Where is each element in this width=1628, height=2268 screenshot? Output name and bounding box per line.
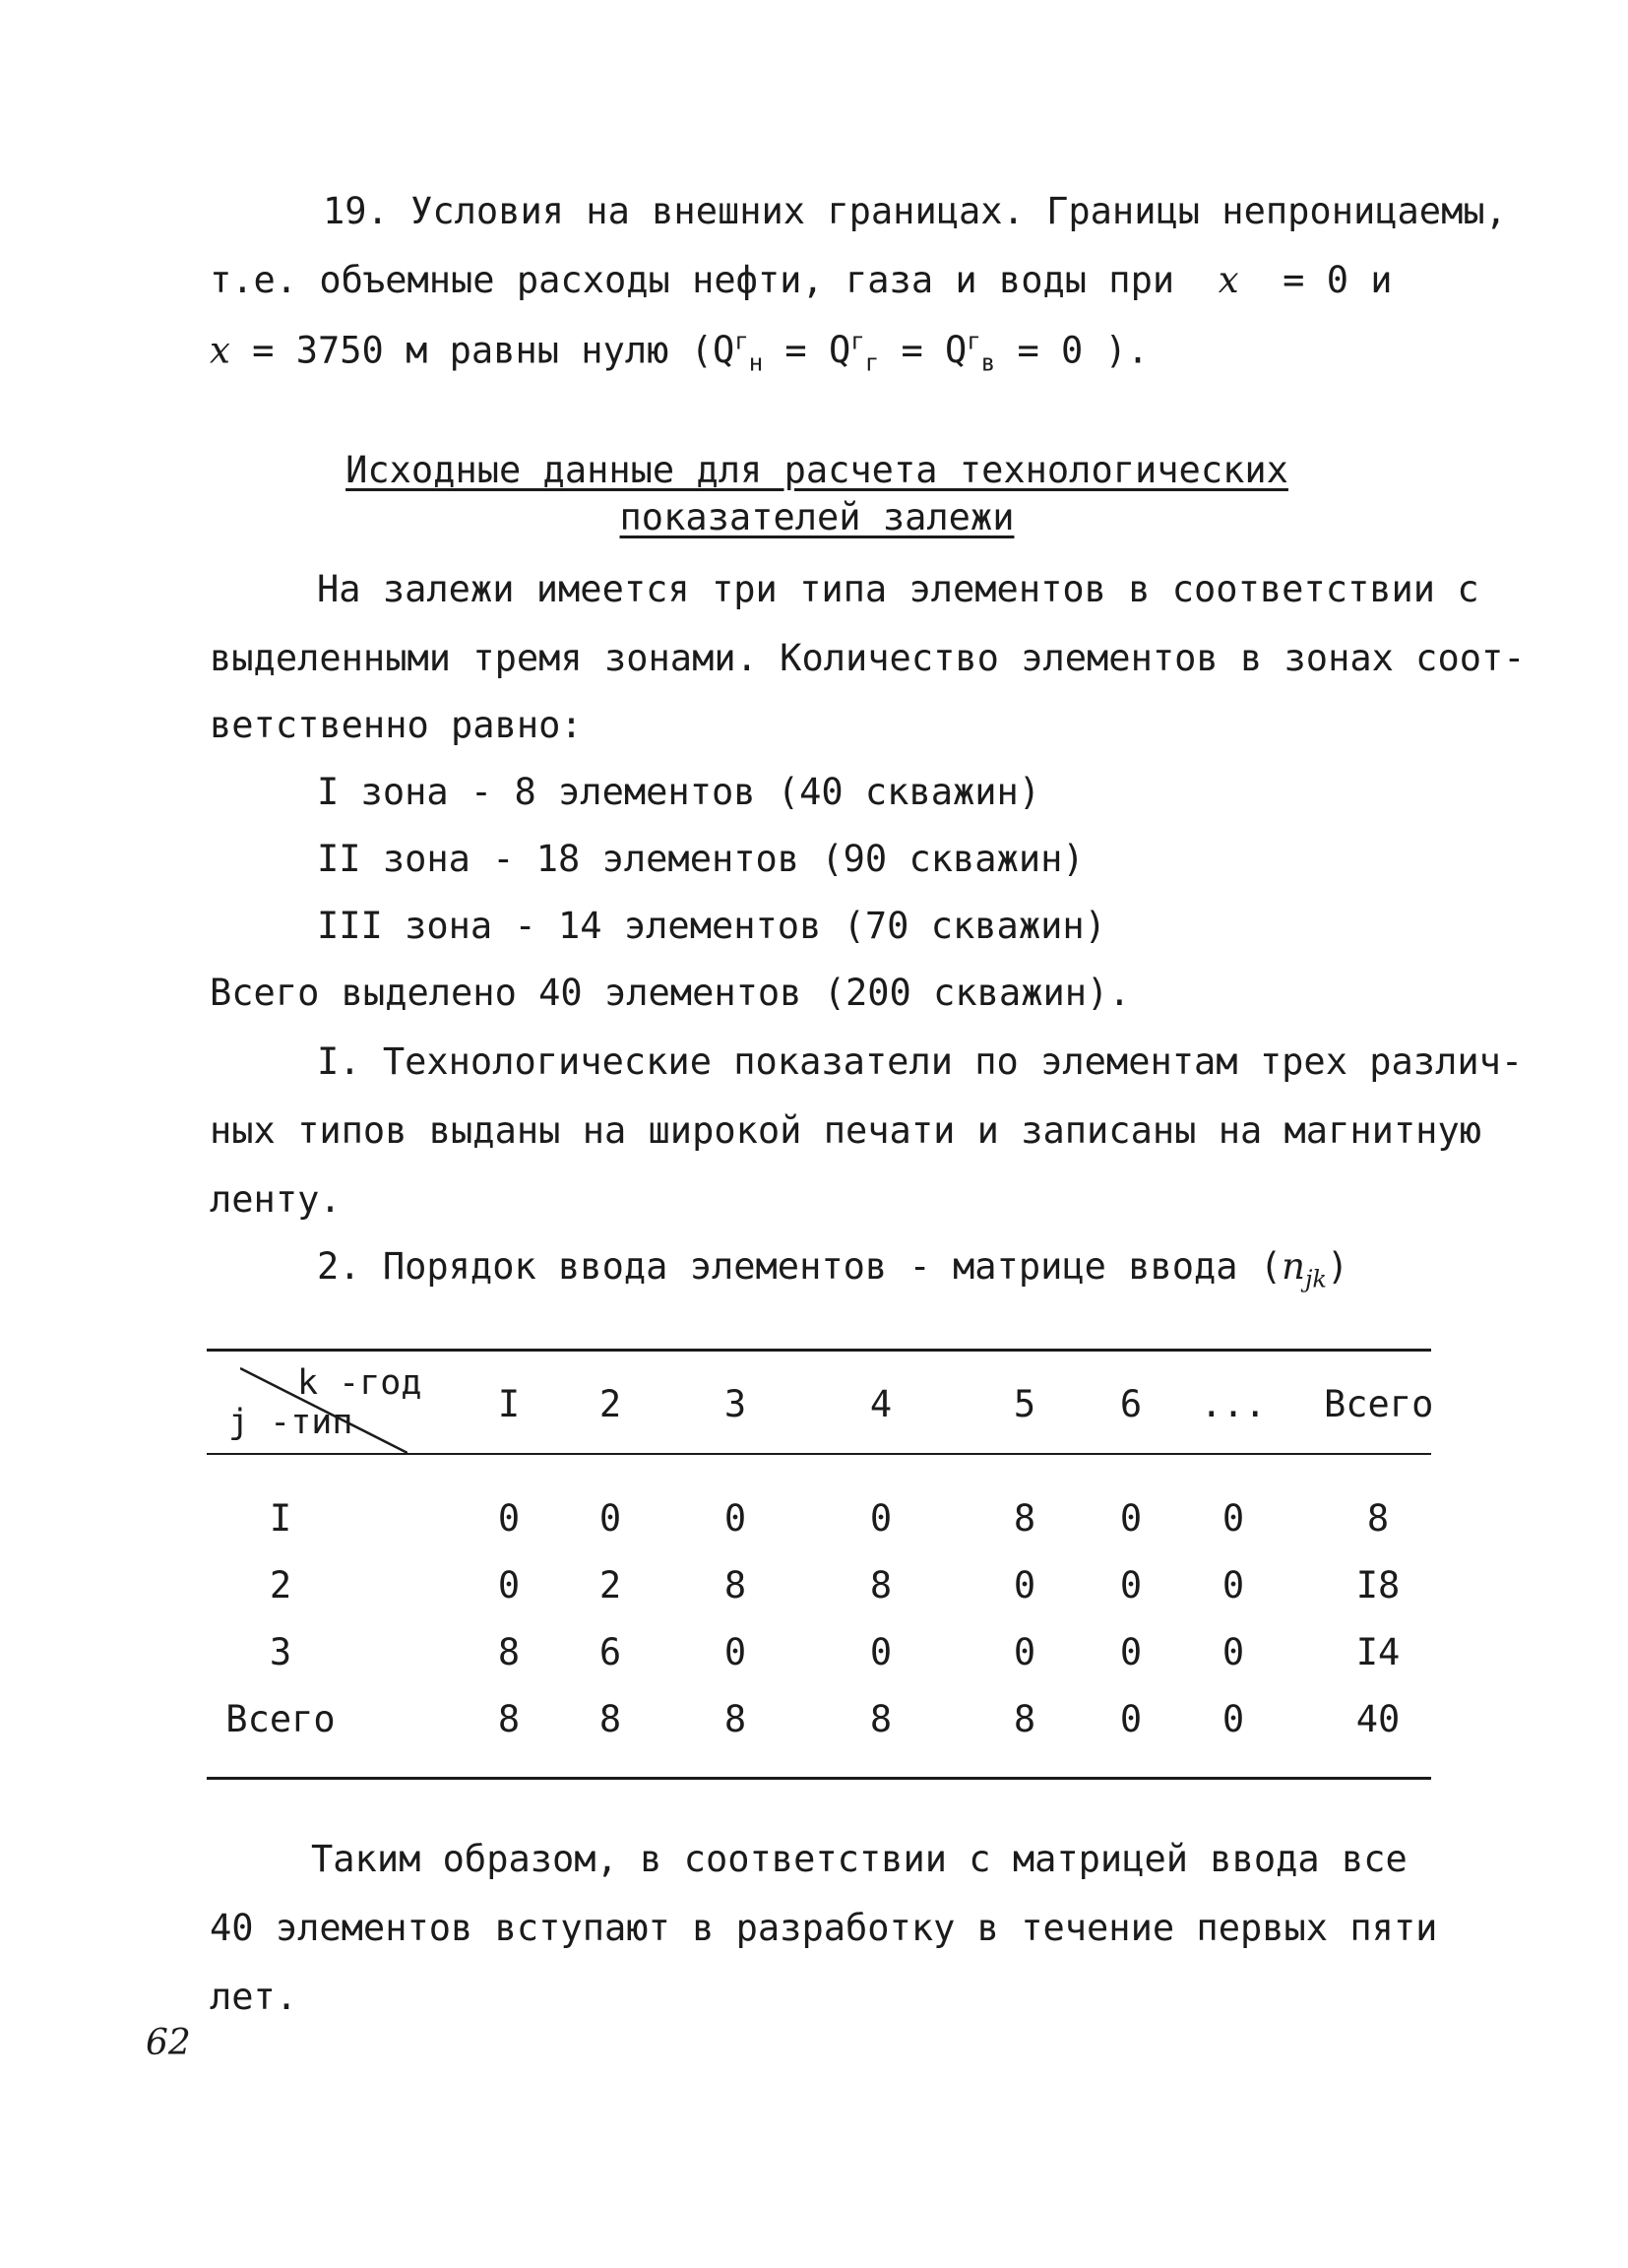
row-label: 2 — [269, 1564, 292, 1606]
section-heading-line-1: Исходные данные для расчета технологических — [345, 449, 1288, 491]
table-cell: 8 — [1013, 1698, 1036, 1740]
flow-gas: $Q^г_г$ — [828, 328, 880, 377]
total-elements-line: Всего выделено 40 элементов (200 скважин). — [210, 972, 1131, 1014]
condition-line-3-tail: = 0 ). — [1017, 329, 1150, 372]
table-cell: 8 — [869, 1698, 893, 1740]
table-cell: 2 — [598, 1564, 622, 1606]
zone-line-3: III зона - 14 элементов (70 скважин) — [317, 905, 1106, 947]
column-header: 6 — [1119, 1383, 1143, 1425]
coordinate-symbol-2: x — [210, 329, 230, 372]
matrix-subscript: jk — [1304, 1265, 1327, 1293]
table-cell-total: I8 — [1355, 1564, 1401, 1606]
item-2-close: ) — [1326, 1245, 1349, 1288]
flow-oil: $Q^г_н$ — [712, 328, 764, 377]
zone-line-1: I зона - 8 элементов (40 скважин) — [317, 771, 1041, 813]
corner-label-type: j -тип — [228, 1403, 353, 1442]
row-label: I — [269, 1497, 292, 1540]
table-cell: 0 — [598, 1497, 622, 1540]
table-cell: 8 — [497, 1631, 521, 1673]
intro-line-1: На залежи имеется три типа элементов в соответствии с — [317, 568, 1479, 610]
condition-line-2-tail: = 0 и — [1283, 259, 1393, 301]
conclusion-line-2: 40 элементов вступают в разработку в течение первых пяти — [210, 1907, 1438, 1949]
table-cell: 0 — [1221, 1497, 1245, 1540]
section-heading-line-2: показателей залежи — [619, 496, 1015, 538]
equals-sign-2: = — [901, 329, 923, 372]
table-cell: 0 — [1013, 1631, 1036, 1673]
column-header: ... — [1200, 1383, 1267, 1425]
table-cell: 0 — [1013, 1564, 1036, 1606]
corner-label-year: k -год — [297, 1363, 422, 1403]
coordinate-symbol: x — [1218, 259, 1239, 301]
table-header-rule — [207, 1453, 1431, 1455]
condition-line-2 — [210, 259, 1393, 301]
condition-line-3 — [210, 330, 1149, 375]
row-label: 3 — [269, 1631, 292, 1673]
condition-line-3-value: = 3750 м равны нулю ( — [252, 329, 713, 372]
table-cell: 0 — [497, 1497, 521, 1540]
item-1-line-1: I. Технологические показатели по элементам трех различ- — [317, 1040, 1524, 1083]
table-cell: 0 — [869, 1497, 893, 1540]
table-cell: 0 — [869, 1631, 893, 1673]
conclusion-line-3: лет. — [210, 1976, 298, 2018]
column-header: 3 — [723, 1383, 747, 1425]
table-cell: 8 — [1013, 1497, 1036, 1540]
zone-line-2: II зона - 18 элементов (90 скважин) — [317, 838, 1085, 880]
table-cell: 8 — [497, 1698, 521, 1740]
equals-sign-1: = — [784, 329, 807, 372]
table-cell: 8 — [723, 1564, 747, 1606]
column-header: 5 — [1013, 1383, 1036, 1425]
conclusion-line-1: Таким образом, в соответствии с матрицей ввода все — [311, 1838, 1408, 1880]
table-cell: 8 — [723, 1698, 747, 1740]
table-cell: 0 — [1119, 1564, 1143, 1606]
table-cell: 8 — [869, 1564, 893, 1606]
intro-line-2: выделенными тремя зонами. Количество элементов в зонах соот- — [210, 637, 1526, 679]
page-number: 62 — [146, 2023, 191, 2063]
row-label-total: Всего — [225, 1698, 336, 1740]
column-header: Всего — [1324, 1383, 1434, 1425]
item-2-line — [317, 1245, 1349, 1293]
table-cell: 0 — [1119, 1497, 1143, 1540]
table-cell: 0 — [1119, 1631, 1143, 1673]
table-cell: 0 — [1119, 1698, 1143, 1740]
condition-line-1: 19. Условия на внешних границах. Границы непроницаемы, — [323, 190, 1507, 232]
matrix-symbol: n — [1282, 1245, 1305, 1288]
table-cell-total: 8 — [1366, 1497, 1390, 1540]
item-2-text: 2. Порядок ввода элементов - матрице ввода ( — [317, 1245, 1283, 1288]
column-header: 4 — [869, 1383, 893, 1425]
table-cell-total: I4 — [1355, 1631, 1401, 1673]
table-cell: 0 — [1221, 1631, 1245, 1673]
column-header: I — [497, 1383, 521, 1425]
table-cell-total: 40 — [1355, 1698, 1401, 1740]
table-cell: 0 — [723, 1631, 747, 1673]
table-cell: 0 — [723, 1497, 747, 1540]
table-cell: 0 — [1221, 1564, 1245, 1606]
intro-line-3: ветственно равно: — [210, 704, 583, 746]
table-cell: 6 — [598, 1631, 622, 1673]
flow-water: $Q^г_в$ — [945, 328, 996, 377]
table-top-rule — [207, 1349, 1431, 1352]
item-1-line-3: ленту. — [210, 1178, 342, 1221]
column-header: 2 — [598, 1383, 622, 1425]
table-bottom-rule — [207, 1777, 1431, 1780]
table-cell: 8 — [598, 1698, 622, 1740]
condition-line-2-text: т.е. объемные расходы нефти, газа и воды при — [210, 259, 1175, 301]
table-cell: 0 — [497, 1564, 521, 1606]
table-cell: 0 — [1221, 1698, 1245, 1740]
item-1-line-2: ных типов выданы на широкой печати и записаны на магнитную — [210, 1109, 1482, 1152]
